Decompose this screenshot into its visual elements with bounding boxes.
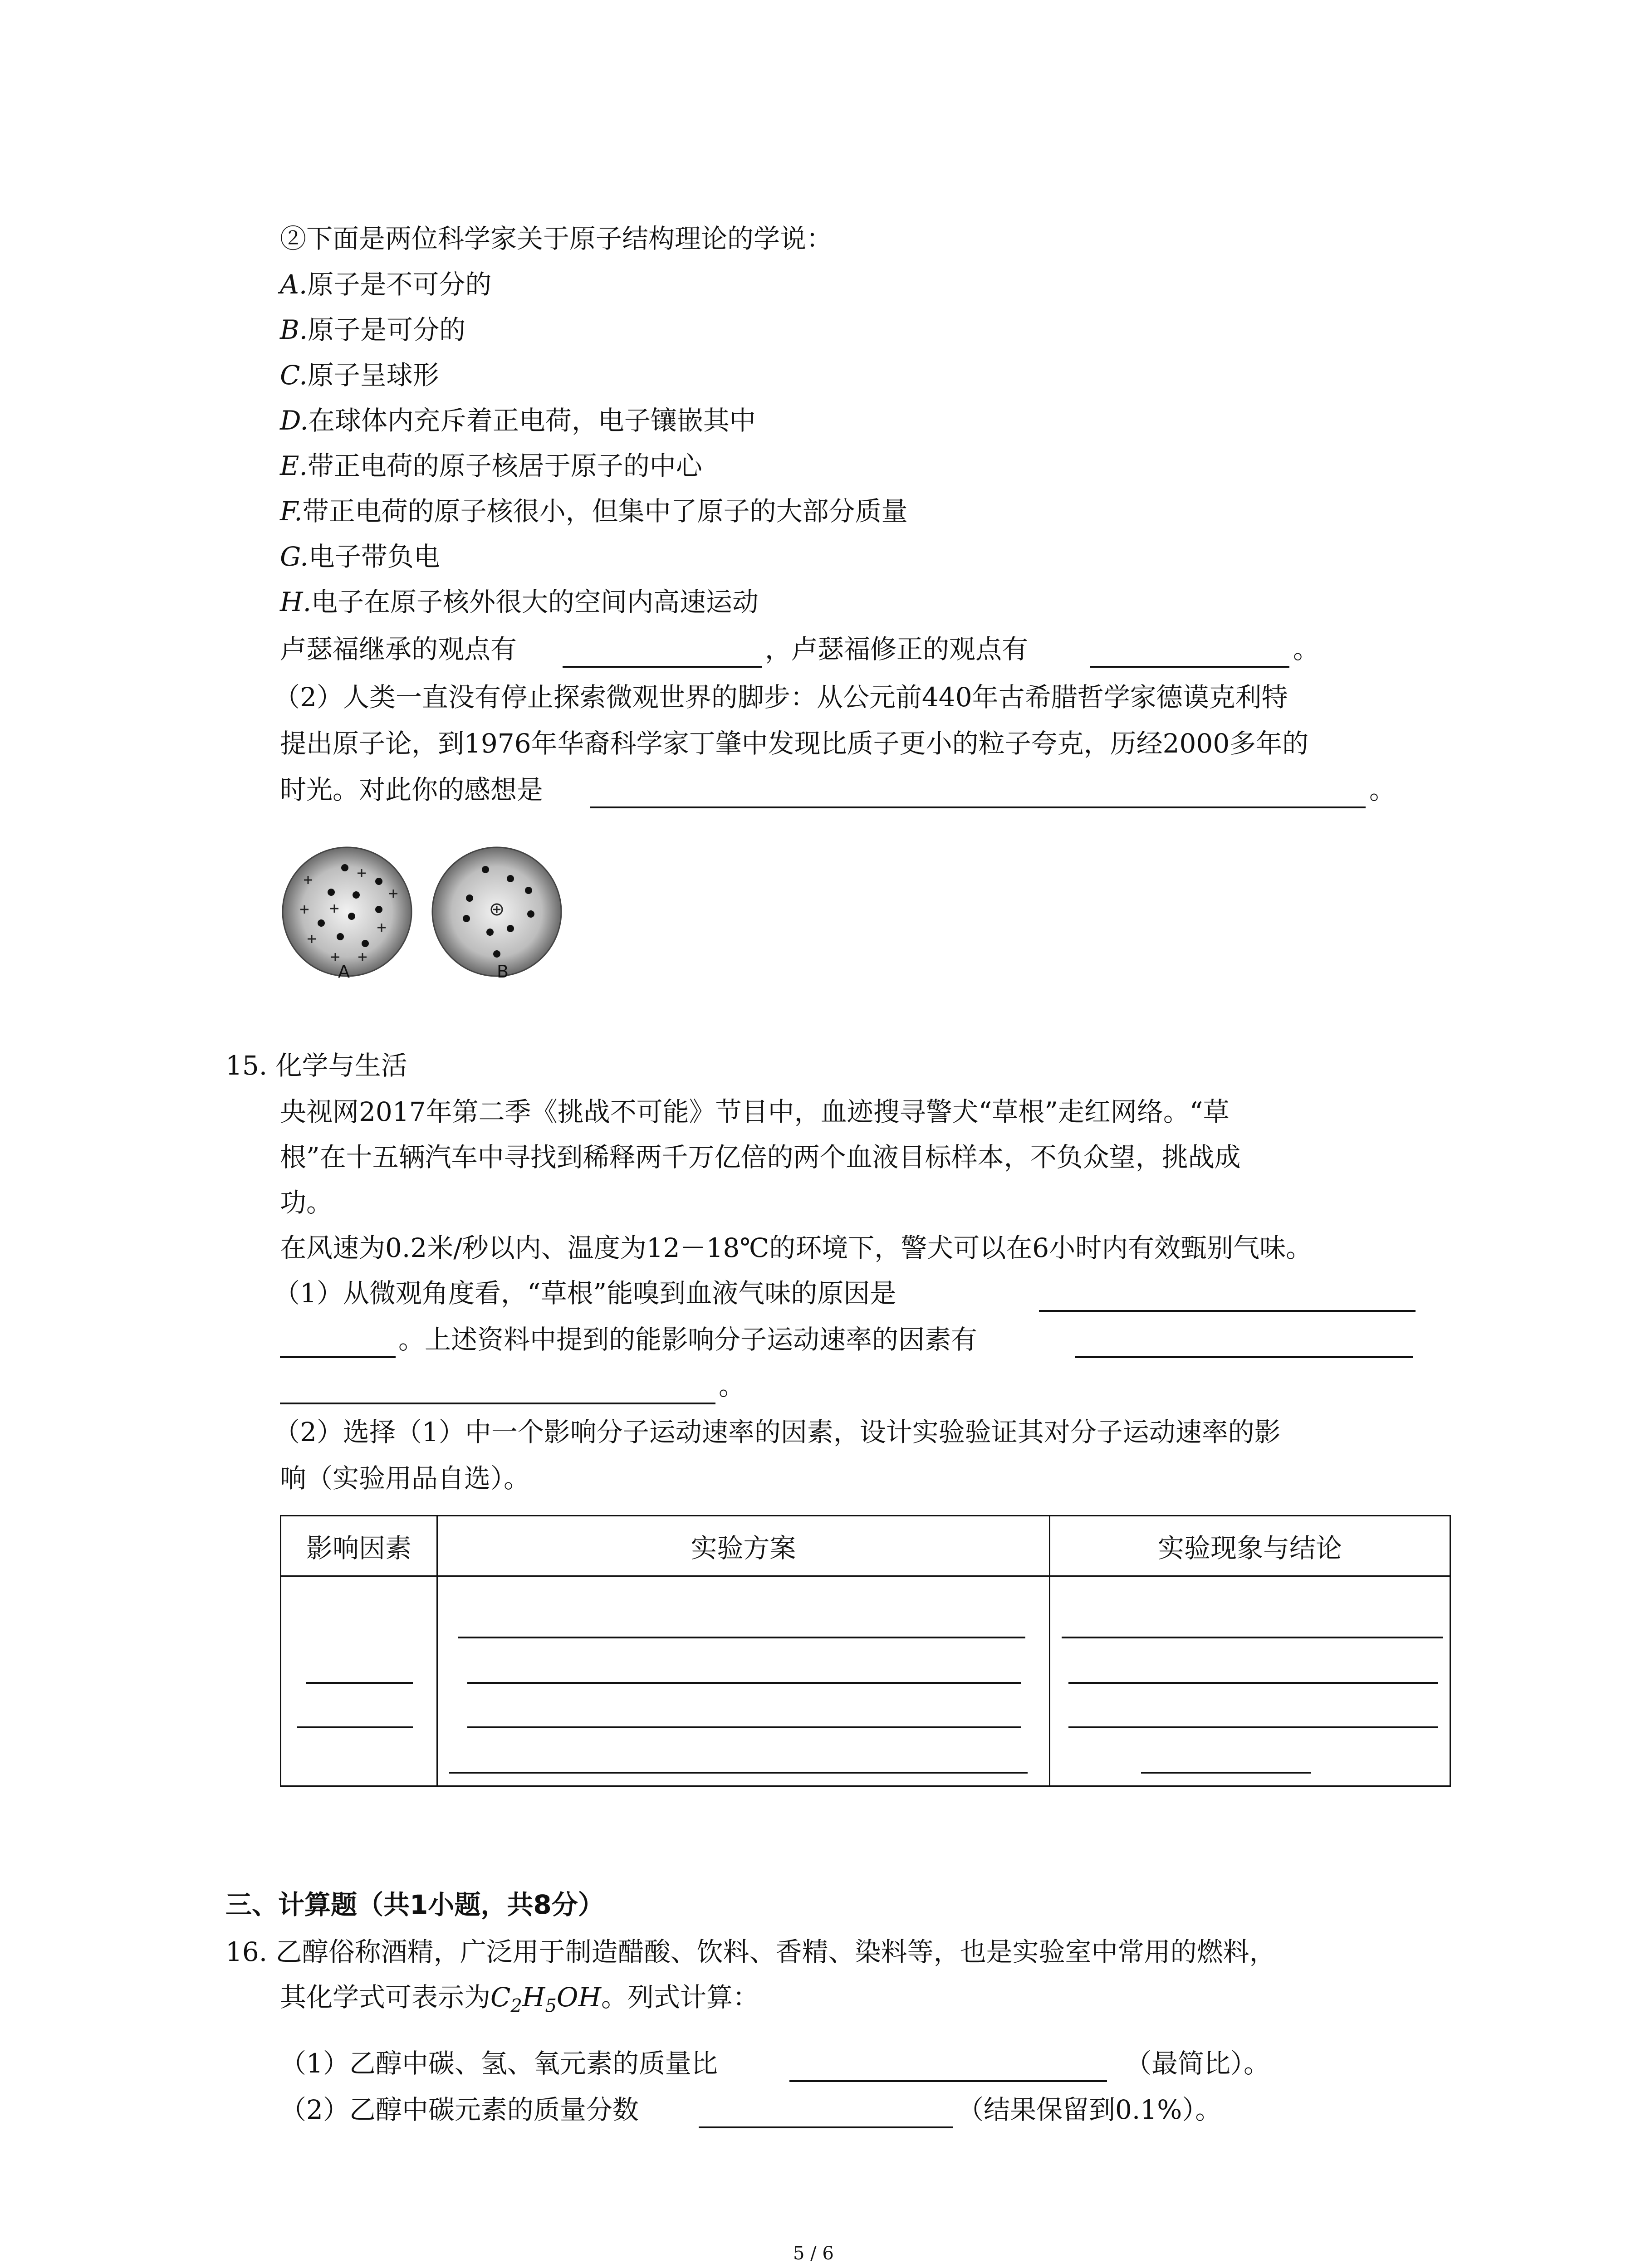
option-text: 电子带负电 — [308, 541, 440, 572]
q14-sub2-line2: 提出原子论，到1976年华裔科学家丁肇中发现比质子更小的粒子夸克，历经2000多年的 — [280, 728, 1309, 759]
answer-blank[interactable] — [1090, 666, 1289, 668]
factor-cell — [281, 1576, 437, 1786]
option-h — [280, 589, 759, 615]
option-letter: G. — [280, 541, 309, 572]
q16-sub1-suffix: （最简比）。 — [1125, 2048, 1270, 2079]
answer-blank[interactable] — [1062, 1637, 1443, 1638]
option-text: 原子是可分的 — [308, 314, 466, 345]
q16-line2 — [280, 1984, 759, 2015]
option-b — [280, 314, 466, 345]
section-heading: 三、计算题（共1小题，共8分） — [225, 1889, 604, 1920]
punctuation: 。 — [1293, 634, 1320, 665]
option-g — [280, 543, 440, 570]
rutherford-model — [432, 847, 561, 976]
option-letter: F. — [280, 496, 303, 527]
option-d — [280, 407, 756, 434]
q16-sub1-label: （1）乙醇中碳、氢、氧元素的质量比 — [280, 2048, 718, 2079]
q14-sub2-line1: （2）人类一直没有停止探索微观世界的脚步：从公元前440年古希腊哲学家德谟克利特 — [274, 682, 1288, 713]
answer-blank[interactable] — [297, 1726, 413, 1728]
q16-sub2-label: （2）乙醇中碳元素的质量分数 — [280, 2094, 639, 2125]
option-letter: C. — [280, 360, 308, 391]
q16-line2-prefix: 其化学式可表示为 — [280, 1982, 491, 2013]
atom-models-figure — [277, 841, 567, 991]
table-row — [281, 1576, 1450, 1786]
option-letter: E. — [280, 450, 308, 481]
answer-blank[interactable] — [590, 807, 1366, 808]
page-number: 5 / 6 — [793, 2243, 834, 2264]
option-c — [280, 360, 439, 391]
chemical-formula: $C_2H_5OH$ — [490, 1982, 602, 2017]
option-text: 原子是不可分的 — [307, 269, 492, 300]
answer-blank[interactable] — [1075, 1356, 1413, 1358]
answer-blank[interactable] — [280, 1356, 396, 1358]
punctuation: 。 — [719, 1370, 745, 1401]
rutherford-modify-label: ，卢瑟福修正的观点有 — [765, 634, 1029, 665]
q15-title: 15. 化学与生活 — [225, 1050, 407, 1081]
answer-blank[interactable] — [563, 666, 762, 668]
q16-line1: 16. 乙醇俗称酒精，广泛用于制造醋酸、饮料、香精、染料等，也是实验室中常用的燃料， — [225, 1936, 1276, 1967]
answer-blank[interactable] — [1039, 1310, 1416, 1312]
plan-cell — [437, 1576, 1050, 1786]
q15-sub1-line1: （1）从微观角度看，“草根”能嗅到血液气味的原因是 — [274, 1278, 896, 1309]
option-letter: B. — [280, 314, 308, 345]
experiment-table — [280, 1515, 1451, 1787]
answer-blank[interactable] — [1068, 1682, 1438, 1684]
answer-blank[interactable] — [789, 2080, 1107, 2082]
q16-line2-suffix: 。列式计算： — [601, 1982, 759, 2013]
result-cell — [1050, 1576, 1450, 1786]
option-text: 带正电荷的原子核很小，但集中了原子的大部分质量 — [302, 496, 908, 527]
q15-paragraph1-line3: 功。 — [280, 1187, 333, 1218]
answer-blank[interactable] — [699, 2126, 953, 2128]
answer-blank[interactable] — [467, 1726, 1021, 1728]
answer-blank[interactable] — [1141, 1772, 1311, 1774]
punctuation: 。 — [1369, 774, 1396, 805]
q15-paragraph1-line2: 根”在十五辆汽车中寻找到稀释两千万亿倍的两个血液目标样本，不负众望，挑战成 — [280, 1142, 1241, 1173]
option-text: 在球体内充斥着正电荷，电子镶嵌其中 — [308, 405, 756, 436]
option-letter: H. — [280, 587, 312, 617]
answer-blank[interactable] — [458, 1637, 1025, 1638]
option-f — [280, 496, 908, 527]
option-text: 带正电荷的原子核居于原子的中心 — [307, 450, 702, 481]
q14-part2-intro: ②下面是两位科学家关于原子结构理论的学说： — [280, 223, 833, 254]
q15-sub2-line1: （2）选择（1）中一个影响分子运动速率的因素，设计实验验证其对分子运动速率的影 — [274, 1417, 1281, 1447]
thomson-model — [283, 847, 411, 976]
rutherford-inherit-label: 卢瑟福继承的观点有 — [280, 634, 517, 665]
answer-blank[interactable] — [280, 1403, 715, 1404]
header-plan: 实验方案 — [437, 1516, 1050, 1576]
q15-paragraph1-line1: 央视网2017年第二季《挑战不可能》节目中，血迹搜寻警犬“草根”走红网络。“草 — [280, 1096, 1230, 1127]
q15-sub1-line2: 。上述资料中提到的能影响分子运动速率的因素有 — [398, 1324, 978, 1355]
table-header-row — [281, 1516, 1450, 1576]
q15-sub2-line2: 响（实验用品自选）。 — [280, 1463, 530, 1494]
option-e — [280, 450, 702, 481]
model-a-label: A — [338, 962, 350, 982]
header-result: 实验现象与结论 — [1050, 1516, 1450, 1576]
q14-sub2-line3: 时光。对此你的感想是 — [280, 774, 544, 805]
option-letter: D. — [280, 405, 309, 436]
answer-blank[interactable] — [306, 1682, 413, 1684]
answer-blank[interactable] — [449, 1772, 1028, 1774]
answer-blank[interactable] — [1068, 1726, 1438, 1728]
option-a — [280, 271, 491, 298]
option-text: 原子呈球形 — [307, 360, 439, 391]
option-letter: A. — [280, 269, 308, 300]
q15-paragraph2: 在风速为0.2米/秒以内、温度为12－18℃的环境下，警犬可以在6小时内有效甄别气味。 — [280, 1232, 1313, 1263]
model-b-label: B — [497, 962, 509, 982]
answer-blank[interactable] — [467, 1682, 1021, 1684]
q16-sub2-suffix: （结果保留到0.1%）。 — [957, 2094, 1222, 2125]
option-text: 电子在原子核外很大的空间内高速运动 — [311, 587, 759, 617]
header-factor: 影响因素 — [281, 1516, 437, 1576]
